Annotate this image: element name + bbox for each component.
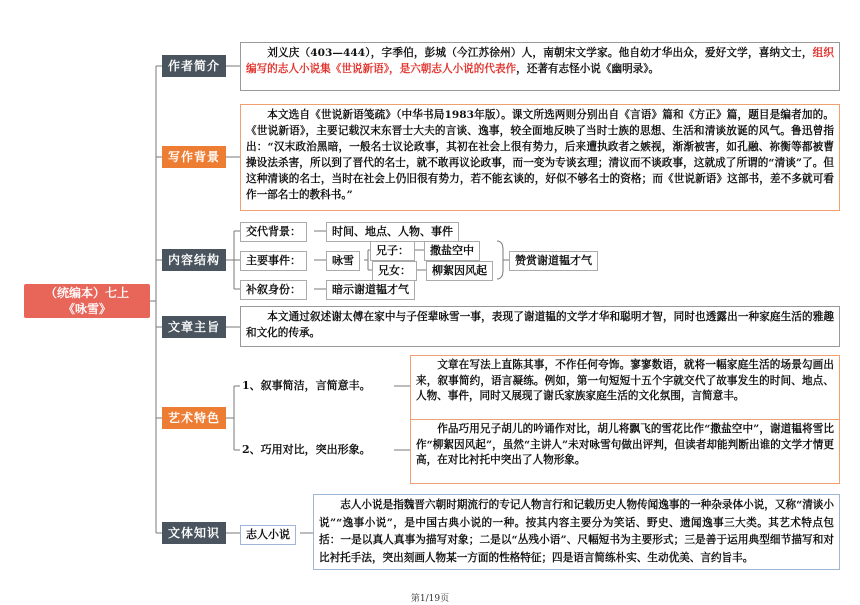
theme-box: 本文通过叙述谢太傅在家中与子侄辈咏雪一事，表现了谢道韫的文学才华和聪明才智，同时也透露出一种家庭生活的雅趣和文化的传承。 [240,306,840,347]
structure-praise: 赞赏谢道韫才气 [509,251,598,271]
genre-label: 志人小说 [240,525,296,545]
structure-main-event-label: 主要事件： [240,251,307,271]
tag-background: 写作背景 [162,146,226,168]
tag-theme: 文章主旨 [162,316,226,338]
art-item2-box: 作品巧用兄子胡儿的吟诵作对比，胡儿将飘飞的雪花比作“撒盐空中”，谢道韫将雪比作“柳絮因风起”，虽然“主讲人”未对咏雪句做出评判，但读者却能判断出谁的文学才情更高，在对比衬托中突出了人物形象。 [410,419,840,484]
author-text-highlight: 组织编写的志人小说集《世说新语》，是六朝志人小说的代表作 [246,47,834,76]
structure-identity-label: 补叙身份： [240,280,307,300]
art-item2-label: 2、巧用对比，突出形象。 [242,443,371,456]
structure-niece-label: 兄女： [372,261,417,281]
author-box [240,42,840,91]
tag-structure: 内容结构 [162,249,226,271]
structure-background-label: 交代背景： [240,222,307,242]
root-title-line1: （统编本）七上 [44,286,129,300]
page-number: 第1/19页 [410,594,450,604]
genre-box: 志人小说是指魏晋六朝时期流行的专记人物言行和记载历史人物传闻逸事的一种杂录体小说，又称“清谈小说”“逸事小说”，是中国古典小说的一种。按其内容主要分为笑话、野史、遗闻逸事三大类。其艺术特点包括：一是以真人真事为描写对象；二是以“丛残小语”、尺幅短书为主要形式；三是善于运用典型细节描写和对比衬托手法，突出刻画人物某一方面的性格特征；四是语言简练朴实、生动优美、言约旨丰。 [313,494,840,570]
structure-main-event-value: 咏雪 [326,251,360,271]
structure-nephew-label: 兄子： [370,241,415,261]
tag-art: 艺术特色 [162,407,226,429]
structure-niece-value: 柳絮因风起 [426,261,493,281]
art-item1-label: 1、叙事简洁，言简意丰。 [242,379,371,392]
tag-genre: 文体知识 [162,522,226,544]
root-title-line2: 《咏雪》 [62,302,111,316]
structure-nephew-value: 撒盐空中 [424,241,480,261]
author-text-b: ，还著有志怪小说《幽明录》。 [516,63,660,76]
author-text-a: 刘义庆（403—444），字季伯，彭城（今江苏徐州）人，南朝宋文学家。他自幼才华出众，爱好文学，喜纳文士， [267,47,813,59]
background-box: 本文选自《世说新语笺疏》（中华书局1983年版）。课文所选两则分别出自《言语》篇和《方正》篇，题目是编者加的。《世说新语》，主要记载汉末东晋士大夫的言谈、逸事，较全面地反映了当时士族的思想、生活和清谈放诞的风气。鲁迅曾指出：“汉末政治黑暗，一般名士议论政事，其初在社会上很有势力，后来遭执政者之嫉视，渐渐被害，如孔融、祢衡等都被曹操设法杀害，所以到了晋代的名士，就不敢再议论政事，而一变为专谈玄理；清议而不谈政事，这就成了所谓的“清谈”了。但这种清谈的名士，当时在社会上仍旧很有势力，若不能玄谈的，好似不够名士的资格；而《世说新语》这部书，差不多就可看作一部名士的教科书。” [240,104,840,211]
tag-author: 作者简介 [162,55,226,77]
root-title [24,284,150,318]
art-item1-box: 文章在写法上直陈其事，不作任何夸饰。寥寥数语，就将一幅家庭生活的场景勾画出来，叙事简约，语言凝练。例如，第一句短短十五个字就交代了故事发生的时间、地点、人物、事件，同时又展现了谢氏家族家庭生活的文化氛围，言简意丰。 [410,355,840,421]
structure-background-value: 时间、地点、人物、事件 [326,222,459,242]
structure-identity-value: 暗示谢道韫才气 [326,280,415,300]
